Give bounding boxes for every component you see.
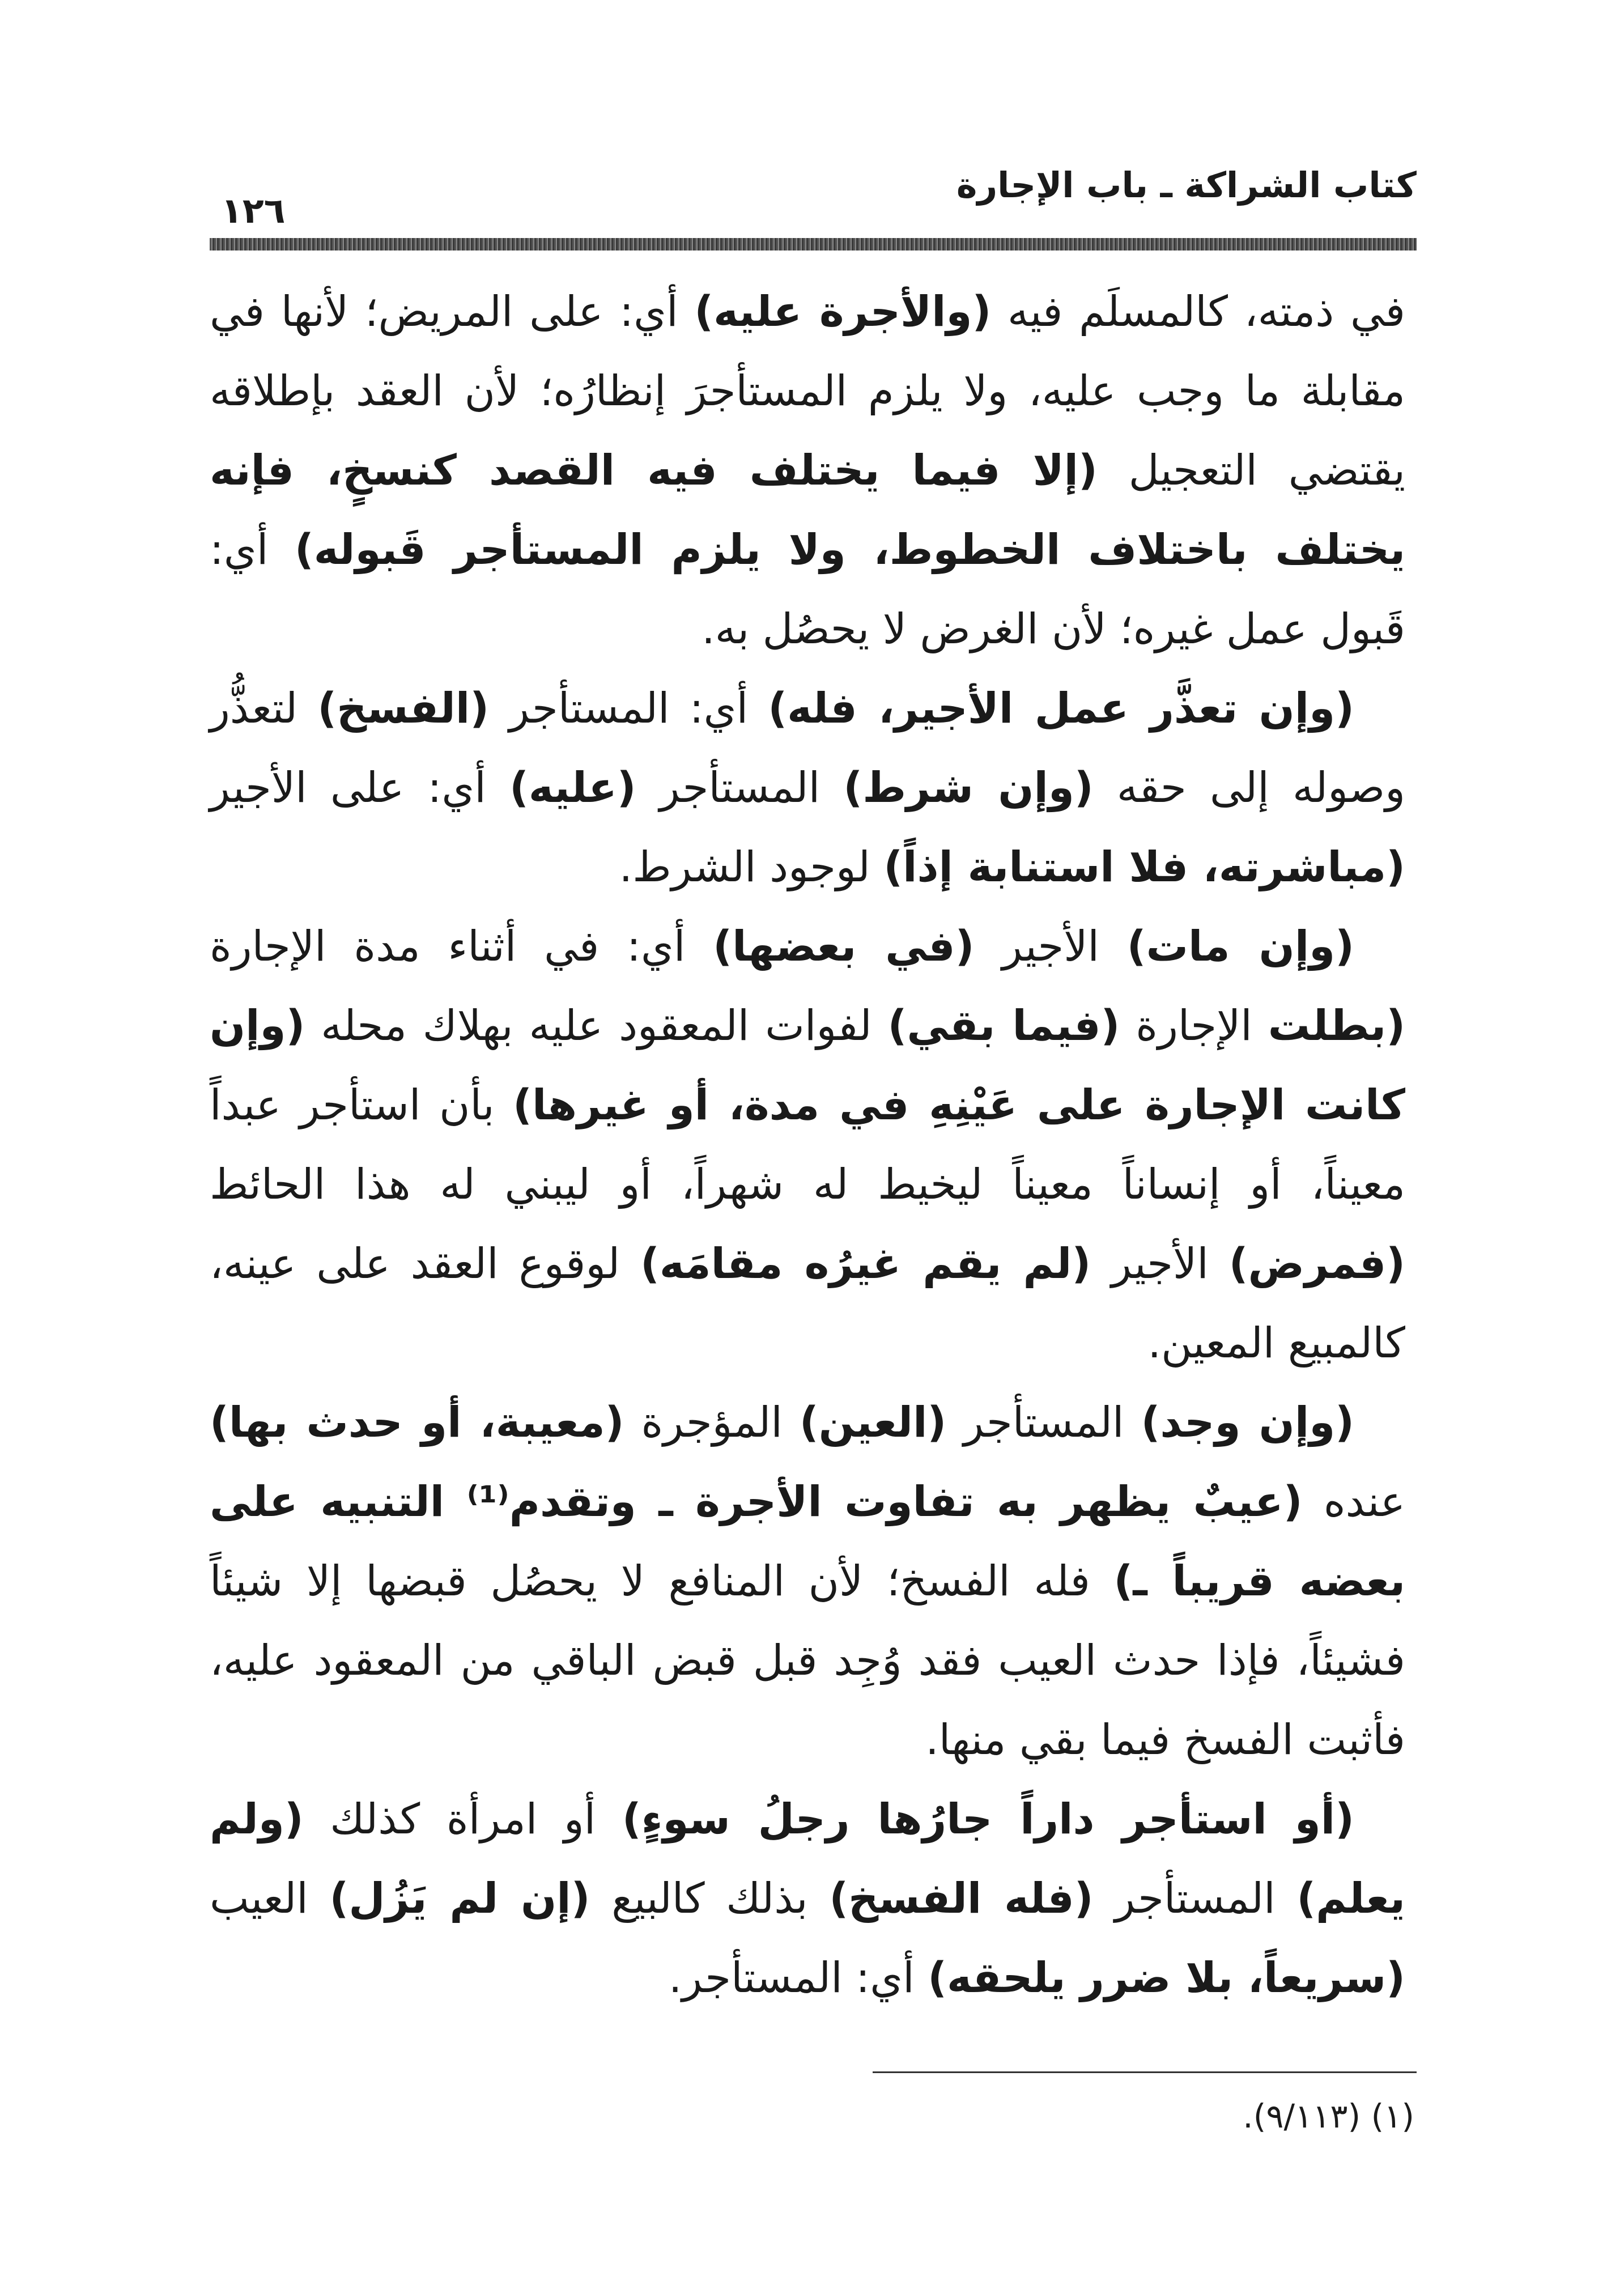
text-segment: عنده [1302, 1477, 1406, 1526]
bold-text-segment: (إن لم يَزُل) [329, 1874, 590, 1923]
footnote: (١) (٩/١١٣). [1243, 2097, 1414, 2135]
text-segment: المستأجر [636, 763, 844, 812]
chapter-title: كتاب الشراكة ـ باب الإجارة [956, 164, 1417, 206]
text-segment: لوقوع العقد على عينه، كالمبيع المعين. [210, 1239, 1405, 1368]
header-divider [210, 238, 1417, 250]
text-segment: الأجير [974, 922, 1127, 971]
paragraph [210, 1780, 1405, 2018]
bold-text-segment: (أو استأجر داراً جارُها رجلُ سوءٍ) [622, 1795, 1354, 1844]
bold-text-segment: (في بعضها) [713, 922, 975, 971]
text-segment: فله الفسخ؛ لأن المنافع لا يحصُل قبضها إلا شيئاً فشيئاً، فإذا حدث العيب فقد وُجِد قبل قبض الباقي من المعقود عليه، فأثبت الفسخ فيما بقي منها. [210, 1557, 1405, 1764]
bold-text-segment: (إلا فيما يختلف فيه القصد كنسخٍ، فإنه يختلف باختلاف الخطوط، ولا يلزم المستأجر قَبوله) [210, 446, 1405, 574]
bold-text-segment: (مباشرته، فلا استنابة إذاً) [883, 843, 1405, 891]
bold-text-segment: (معيبة، أو حدث بها) [210, 1398, 624, 1447]
text-segment: أو امرأة كذلك [303, 1795, 622, 1844]
paragraph [210, 669, 1405, 907]
text-segment: العيب [210, 1874, 330, 1923]
bold-text-segment: (وإن كانت الإجارة على عَيْنِهِ في مدة، أو غيرها) [210, 1001, 1405, 1129]
text-segment: لفوات المعقود عليه بهلاك محله [305, 1001, 888, 1050]
paragraph [210, 1383, 1405, 1780]
text-segment: أي: على الأجير [210, 763, 510, 812]
bold-text-segment: (لم يقم غيرُه مقامَه) [640, 1239, 1091, 1288]
text-segment: المستأجر [946, 1398, 1141, 1447]
bold-text-segment: (وإن مات) [1126, 922, 1355, 971]
text-segment: المستأجر [1093, 1874, 1297, 1923]
text-segment: المؤجرة [624, 1398, 800, 1447]
running-header [210, 164, 1417, 238]
bold-text-segment: (فله الفسخ) [829, 1874, 1094, 1923]
text-segment: في ذمته، كالمسلَم فيه [991, 287, 1405, 336]
page-number: ١٢٦ [221, 190, 286, 231]
footnote-divider [873, 2071, 1417, 2073]
bold-text-segment: (وإن شرط) [843, 763, 1094, 812]
text-segment: أي: في أثناء مدة الإجارة [210, 922, 713, 971]
bold-text-segment: (وإن وجد) [1141, 1398, 1355, 1447]
paragraph [210, 907, 1405, 1383]
bold-text-segment: (عليه) [509, 763, 636, 812]
bold-text-segment: (فمرض) [1228, 1239, 1405, 1288]
bold-text-segment: (ولم يعلم) [210, 1795, 1405, 1923]
text-segment: بذلك كالبيع [590, 1874, 830, 1923]
text-segment: أي: المستأجر [489, 684, 768, 733]
bold-text-segment: (والأجرة عليه) [694, 287, 992, 336]
text-segment: الأجير [1091, 1239, 1229, 1288]
body-text [210, 272, 1405, 2018]
text-segment: الإجارة [1120, 1001, 1268, 1050]
text-segment: أي: قَبول عمل غيره؛ لأن الغرض لا يحصُل به. [210, 525, 1405, 653]
bold-text-segment: (سريعاً، بلا ضرر يلحقه) [928, 1954, 1405, 2002]
bold-text-segment: (عيبٌ يظهر به تفاوت الأجرة ـ وتقدم⁽¹⁾ التنبيه على بعضه قريباً ـ) [210, 1477, 1405, 1606]
text-segment: لوجود الشرط. [619, 843, 884, 891]
text-segment: بأن استأجر عبداً معيناً، أو إنساناً معيناً ليخيط له شهراً، أو ليبني له هذا الحائط [210, 1081, 1405, 1209]
text-segment: لتعذُّر وصوله إلى حقه [210, 684, 1405, 812]
text-segment: أي: المستأجر. [668, 1954, 928, 2002]
bold-text-segment: (فيما بقي) [887, 1001, 1120, 1050]
bold-text-segment: (الفسخ) [317, 684, 490, 733]
bold-text-segment: (بطلت [1268, 1001, 1406, 1050]
paragraph [210, 272, 1405, 669]
text-segment: أي: على المريض؛ لأنها في مقابلة ما وجب عليه، ولا يلزم المستأجرَ إنظارُه؛ لأن العقد بإطلاقه يقتضي التعجيل [210, 287, 1405, 495]
bold-text-segment: (العين) [799, 1398, 947, 1447]
bold-text-segment: (وإن تعذَّر عمل الأجير، فله) [768, 684, 1354, 733]
